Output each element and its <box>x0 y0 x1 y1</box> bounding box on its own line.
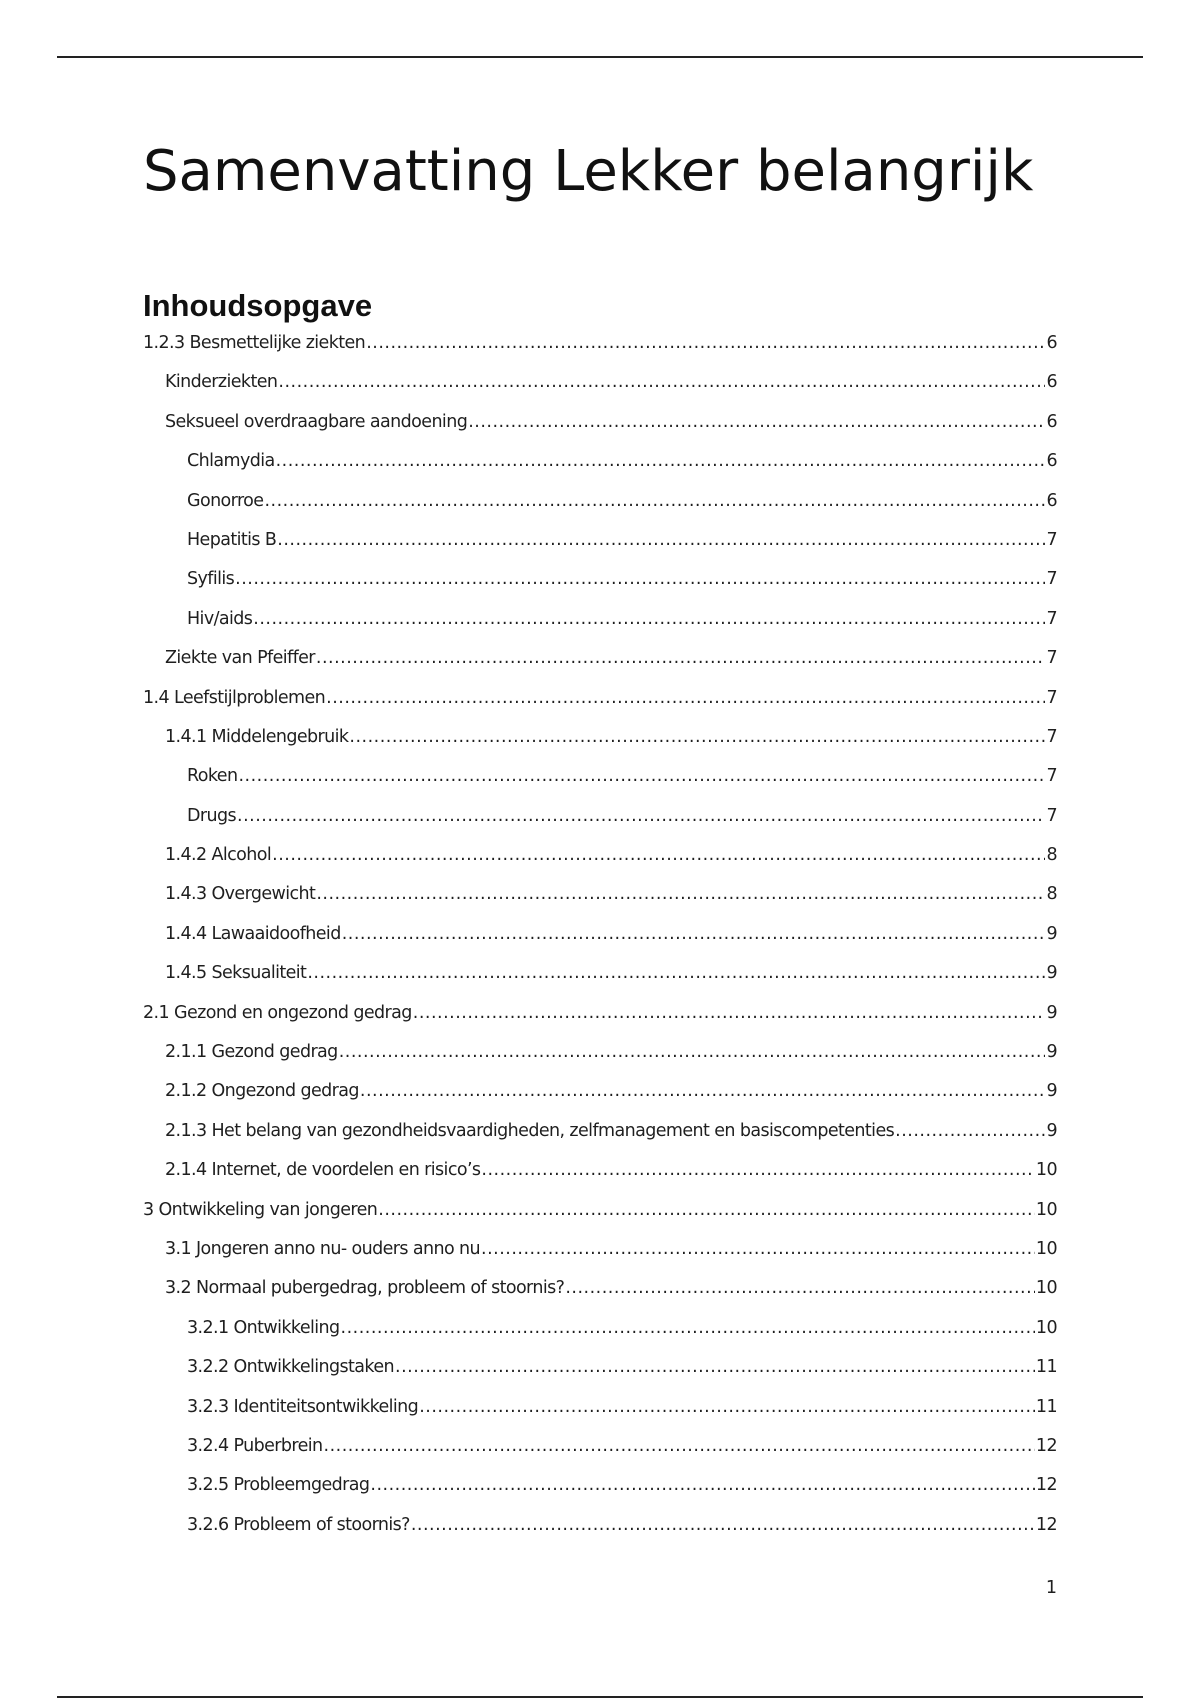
toc-entry-page: 10 <box>1035 1317 1057 1338</box>
toc-entry[interactable] <box>143 845 1057 884</box>
toc-entry[interactable] <box>143 1160 1057 1199</box>
toc-entry[interactable] <box>143 372 1057 411</box>
toc-entry-page: 7 <box>1046 805 1057 826</box>
toc-entry-page: 9 <box>1046 1042 1057 1063</box>
toc-entry[interactable] <box>143 1003 1057 1042</box>
toc-entry-label: Kinderziekten <box>165 372 278 393</box>
toc-entry-page: 6 <box>1046 333 1057 353</box>
toc-entry-page: 12 <box>1035 1514 1057 1535</box>
toc-entry-label: Hiv/aids <box>187 608 253 629</box>
toc-dot-leader <box>316 648 1046 668</box>
toc-entry-label: 3.2.1 Ontwikkeling <box>187 1317 340 1338</box>
toc-entry-label: 1.4.2 Alcohol <box>165 845 272 866</box>
toc-entry-label: 3.2.6 Probleem of stoornis? <box>187 1514 410 1535</box>
toc-dot-leader <box>411 1515 1035 1535</box>
header-rule <box>57 56 1143 58</box>
toc-entry-page: 8 <box>1046 845 1057 866</box>
toc-entry[interactable] <box>143 1318 1057 1357</box>
toc-dot-leader <box>360 1081 1046 1101</box>
toc-dot-leader <box>395 1357 1035 1377</box>
toc-entry[interactable] <box>143 333 1057 372</box>
toc-dot-leader <box>413 1003 1046 1023</box>
toc-entry[interactable] <box>143 530 1057 569</box>
toc-entry-label: 1.4 Leefstijlproblemen <box>143 687 326 708</box>
toc-entry-label: 3.2 Normaal pubergedrag, probleem of stoornis? <box>165 1278 565 1299</box>
toc-entry-label: 1.4.5 Seksualiteit <box>165 963 307 984</box>
toc-entry[interactable] <box>143 1042 1057 1081</box>
toc-entry[interactable] <box>143 1239 1057 1278</box>
toc-entry[interactable] <box>143 884 1057 923</box>
toc-dot-leader <box>238 766 1045 786</box>
toc-dot-leader <box>307 963 1045 983</box>
toc-entry-page: 6 <box>1046 451 1057 472</box>
toc-entry-label: 2.1.3 Het belang van gezondheidsvaardigheden, zelfmanagement en basiscompetenties <box>165 1120 895 1141</box>
document-title: Samenvatting Lekker belangrijk <box>143 139 1034 204</box>
toc-entry-page: 7 <box>1046 529 1057 550</box>
toc-entry[interactable] <box>143 924 1057 963</box>
toc-entry-page: 11 <box>1035 1396 1057 1417</box>
toc-entry-page: 11 <box>1035 1357 1057 1378</box>
toc-entry-label: Drugs <box>187 805 236 826</box>
toc-entry-page: 7 <box>1046 569 1057 590</box>
toc-dot-leader <box>278 372 1045 392</box>
toc-dot-leader <box>481 1160 1035 1180</box>
toc-entry-page: 12 <box>1035 1435 1057 1456</box>
toc-entry[interactable] <box>143 963 1057 1002</box>
toc-dot-leader <box>895 1121 1045 1141</box>
toc-entry-label: 3.2.3 Identiteitsontwikkeling <box>187 1396 419 1417</box>
toc-entry[interactable] <box>143 1081 1057 1120</box>
toc-dot-leader <box>272 845 1045 865</box>
toc-entry-page: 9 <box>1046 1081 1057 1102</box>
toc-entry-label: Seksueel overdraagbare aandoening <box>165 411 468 432</box>
toc-entry[interactable] <box>143 1397 1057 1436</box>
toc-entry[interactable] <box>143 688 1057 727</box>
toc-dot-leader <box>324 1436 1035 1456</box>
toc-entry-label: 2.1.2 Ongezond gedrag <box>165 1081 359 1102</box>
toc-entry-page: 9 <box>1046 923 1057 944</box>
toc-entry-label: Syfilis <box>187 569 235 590</box>
toc-heading: Inhoudsopgave <box>143 288 373 323</box>
toc-entry-label: 3.2.2 Ontwikkelingstaken <box>187 1357 394 1378</box>
toc-entry-page: 6 <box>1046 411 1057 432</box>
toc-dot-leader <box>481 1239 1035 1259</box>
toc-dot-leader <box>253 609 1045 629</box>
toc-entry[interactable] <box>143 609 1057 648</box>
toc-entry-page: 8 <box>1046 884 1057 905</box>
toc-dot-leader <box>419 1397 1035 1417</box>
toc-entry-page: 7 <box>1046 766 1057 787</box>
toc-dot-leader <box>370 1475 1035 1495</box>
toc-dot-leader <box>326 688 1045 708</box>
toc-entry-page: 10 <box>1035 1278 1057 1299</box>
toc-dot-leader <box>378 1200 1035 1220</box>
toc-entry[interactable] <box>143 1121 1057 1160</box>
toc-entry-label: 2.1.4 Internet, de voordelen en risico’s <box>165 1160 481 1181</box>
toc-entry[interactable] <box>143 412 1057 451</box>
toc-entry[interactable] <box>143 451 1057 490</box>
toc-entry-page: 7 <box>1046 687 1057 708</box>
toc-entry-page: 9 <box>1046 963 1057 984</box>
toc-entry-label: 3.2.5 Probleemgedrag <box>187 1475 370 1496</box>
toc-dot-leader <box>264 491 1045 511</box>
toc-entry-label: Hepatitis B <box>187 529 277 550</box>
toc-dot-leader <box>341 1318 1035 1338</box>
toc-entry[interactable] <box>143 569 1057 608</box>
toc-dot-leader <box>276 451 1046 471</box>
toc-entry-page: 9 <box>1046 1002 1057 1023</box>
toc-entry[interactable] <box>143 806 1057 845</box>
toc-dot-leader <box>366 333 1045 353</box>
toc-entry-page: 6 <box>1046 372 1057 393</box>
toc-entry[interactable] <box>143 648 1057 687</box>
toc-entry-label: 3 Ontwikkeling van jongeren <box>143 1199 378 1220</box>
toc-dot-leader <box>468 412 1045 432</box>
toc-dot-leader <box>349 727 1045 747</box>
toc-entry[interactable] <box>143 1475 1057 1514</box>
toc-entry-label: Gonorroe <box>187 490 264 511</box>
toc-entry-page: 7 <box>1046 608 1057 629</box>
toc-entry-label: Roken <box>187 766 238 787</box>
toc-entry-label: 1.2.3 Besmettelijke ziekten <box>143 333 366 353</box>
toc-dot-leader <box>316 884 1045 904</box>
page-number: 1 <box>1045 1578 1057 1598</box>
toc-entry[interactable] <box>143 1436 1057 1475</box>
toc-entry-page: 7 <box>1046 648 1057 669</box>
toc-entry-label: 1.4.4 Lawaaidoofheid <box>165 923 341 944</box>
toc-entry-page: 9 <box>1046 1120 1057 1141</box>
toc-entry[interactable] <box>143 1515 1057 1554</box>
toc-entry-page: 6 <box>1046 490 1057 511</box>
toc-entry-page: 12 <box>1035 1475 1057 1496</box>
toc-entry-label: Ziekte van Pfeiffer <box>165 648 315 669</box>
toc-entry[interactable] <box>143 1357 1057 1396</box>
toc-entry-page: 10 <box>1035 1238 1057 1259</box>
toc-entry-label: 3.1 Jongeren anno nu- ouders anno nu <box>165 1238 481 1259</box>
toc-entry-page: 10 <box>1035 1199 1057 1220</box>
footer-rule <box>57 1696 1143 1698</box>
toc-entry[interactable] <box>143 1200 1057 1239</box>
toc-entry-label: Chlamydia <box>187 451 275 472</box>
toc-dot-leader <box>339 1042 1046 1062</box>
toc-entry[interactable] <box>143 766 1057 805</box>
toc-entry[interactable] <box>143 491 1057 530</box>
toc-dot-leader <box>237 806 1045 826</box>
toc-entry-label: 2.1 Gezond en ongezond gedrag <box>143 1002 412 1023</box>
toc-dot-leader <box>565 1278 1035 1298</box>
toc-entry-label: 3.2.4 Puberbrein <box>187 1435 323 1456</box>
toc-entry[interactable] <box>143 1278 1057 1317</box>
table-of-contents <box>143 333 1057 1554</box>
toc-entry-page: 7 <box>1046 726 1057 747</box>
toc-dot-leader <box>277 530 1045 550</box>
toc-entry-label: 1.4.1 Middelengebruik <box>165 726 349 747</box>
toc-entry[interactable] <box>143 727 1057 766</box>
toc-dot-leader <box>235 569 1045 589</box>
toc-entry-label: 2.1.1 Gezond gedrag <box>165 1042 338 1063</box>
toc-entry-label: 1.4.3 Overgewicht <box>165 884 316 905</box>
toc-entry-page: 10 <box>1035 1160 1057 1181</box>
toc-dot-leader <box>342 924 1046 944</box>
